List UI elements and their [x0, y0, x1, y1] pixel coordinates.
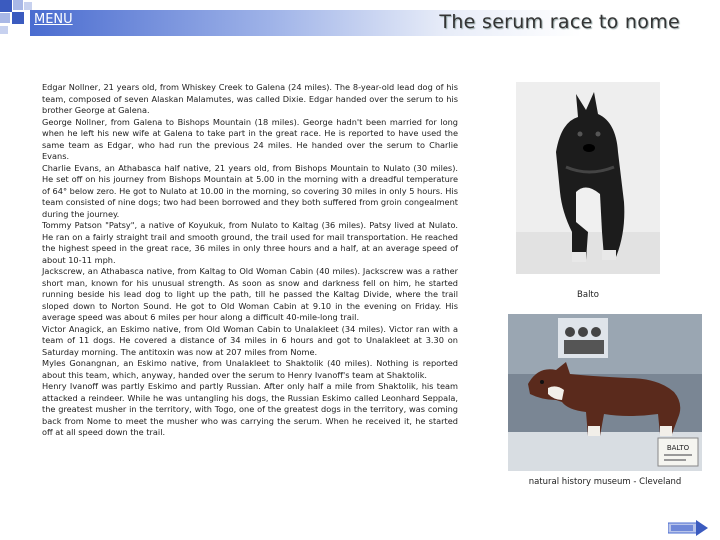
- paragraph: Edgar Nollner, 21 years old, from Whiskey Creek to Galena (24 miles). The 8-year-old lead dog of his team, composed of seven Alaskan Malamutes, was called Dixie. Edgar handed over the serum to his brother George at Galena.: [42, 82, 458, 115]
- paragraph: Jackscrew, an Athabasca native, from Kaltag to Old Woman Cabin (40 miles). Jackscrew was a rather short man, known for his unusual strength. As soon as snow and darkness fell on him, he started running beside his lead dog to light up the path, till he passed the Kaltag Divide, where the trail sloped down to Norton Sound. He got to Old Woman Cabin at 9.10 in the evening on Friday. His average speed was about 6 miles per hour along a difficult 40-mile-long trail.: [42, 266, 458, 322]
- paragraph: Victor Anagick, an Eskimo native, from Old Woman Cabin to Unalakleet (34 miles). Victor ran with a team of 11 dogs. He covered a distance of 34 miles in 6 hours and got to Unalakleet at 3.30 on Saturday morning. The antitoxin was now at 207 miles from Nome.: [42, 323, 458, 357]
- next-arrow-icon[interactable]: [668, 520, 708, 536]
- balto-photo: [516, 82, 660, 274]
- museum-sign-text: BALTO: [666, 444, 690, 452]
- article-text: [42, 82, 458, 439]
- museum-photo: [508, 314, 702, 471]
- menu-link[interactable]: MENU: [34, 12, 73, 27]
- photo-caption: natural history museum - Cleveland: [528, 477, 682, 487]
- paragraph: Myles Gonangnan, an Eskimo native, from Unalakleet to Shaktolik (40 miles). Nothing is reported about this team, which, anyway, handed over the serum to Henry Ivanoff's team at Shaktolik.: [42, 358, 458, 380]
- page-title: The serum race to nome: [439, 11, 680, 33]
- paragraph: Henry Ivanoff was partly Eskimo and partly Russian. After only half a mile from Shaktolik, his team attacked a reindeer. While he was untangling his dogs, the Russian Eskimo called Leonhard Seppala, the greatest musher in the territory, with Togo, one of the greatest dogs in the territory, was coming back from Nome to meet the musher who was carrying the serum. When he received it, he started off at all speed down the trail.: [42, 381, 458, 437]
- paragraph: Charlie Evans, an Athabasca half native, 21 years old, from Bishops Mountain to Nulato (30 miles). He set off on his journey from Bishops Mountain at 5.00 in the morning with a dreadful temperature of 64° below zero. He got to Nulato at 10.00 in the morning, so covering 30 miles in only 5 hours. His team consisted of nine dogs; two had been borrowed and they both suffered from groin congealment during the journey.: [42, 162, 458, 219]
- photo-caption: Balto: [577, 290, 599, 300]
- paragraph: Tommy Patson "Patsy", a native of Koyukuk, from Nulato to Kaltag (36 miles). Patsy lived at Nulato. He ran on a fairly straight trail and smooth ground, the trail used for mail transportation. He reached the highest speed in the great race, 36 miles in only three hours and a half, at an average speed of about 10-11 mph.: [42, 220, 458, 265]
- paragraph: George Nollner, from Galena to Bishops Mountain (18 miles). George hadn't been married for long when he left his new wife at Galena to take part in the great race. He is reported to have used the same team as Edgar, who had run the previous 24 miles. He handed over the serum to Charlie Evans.: [42, 116, 458, 161]
